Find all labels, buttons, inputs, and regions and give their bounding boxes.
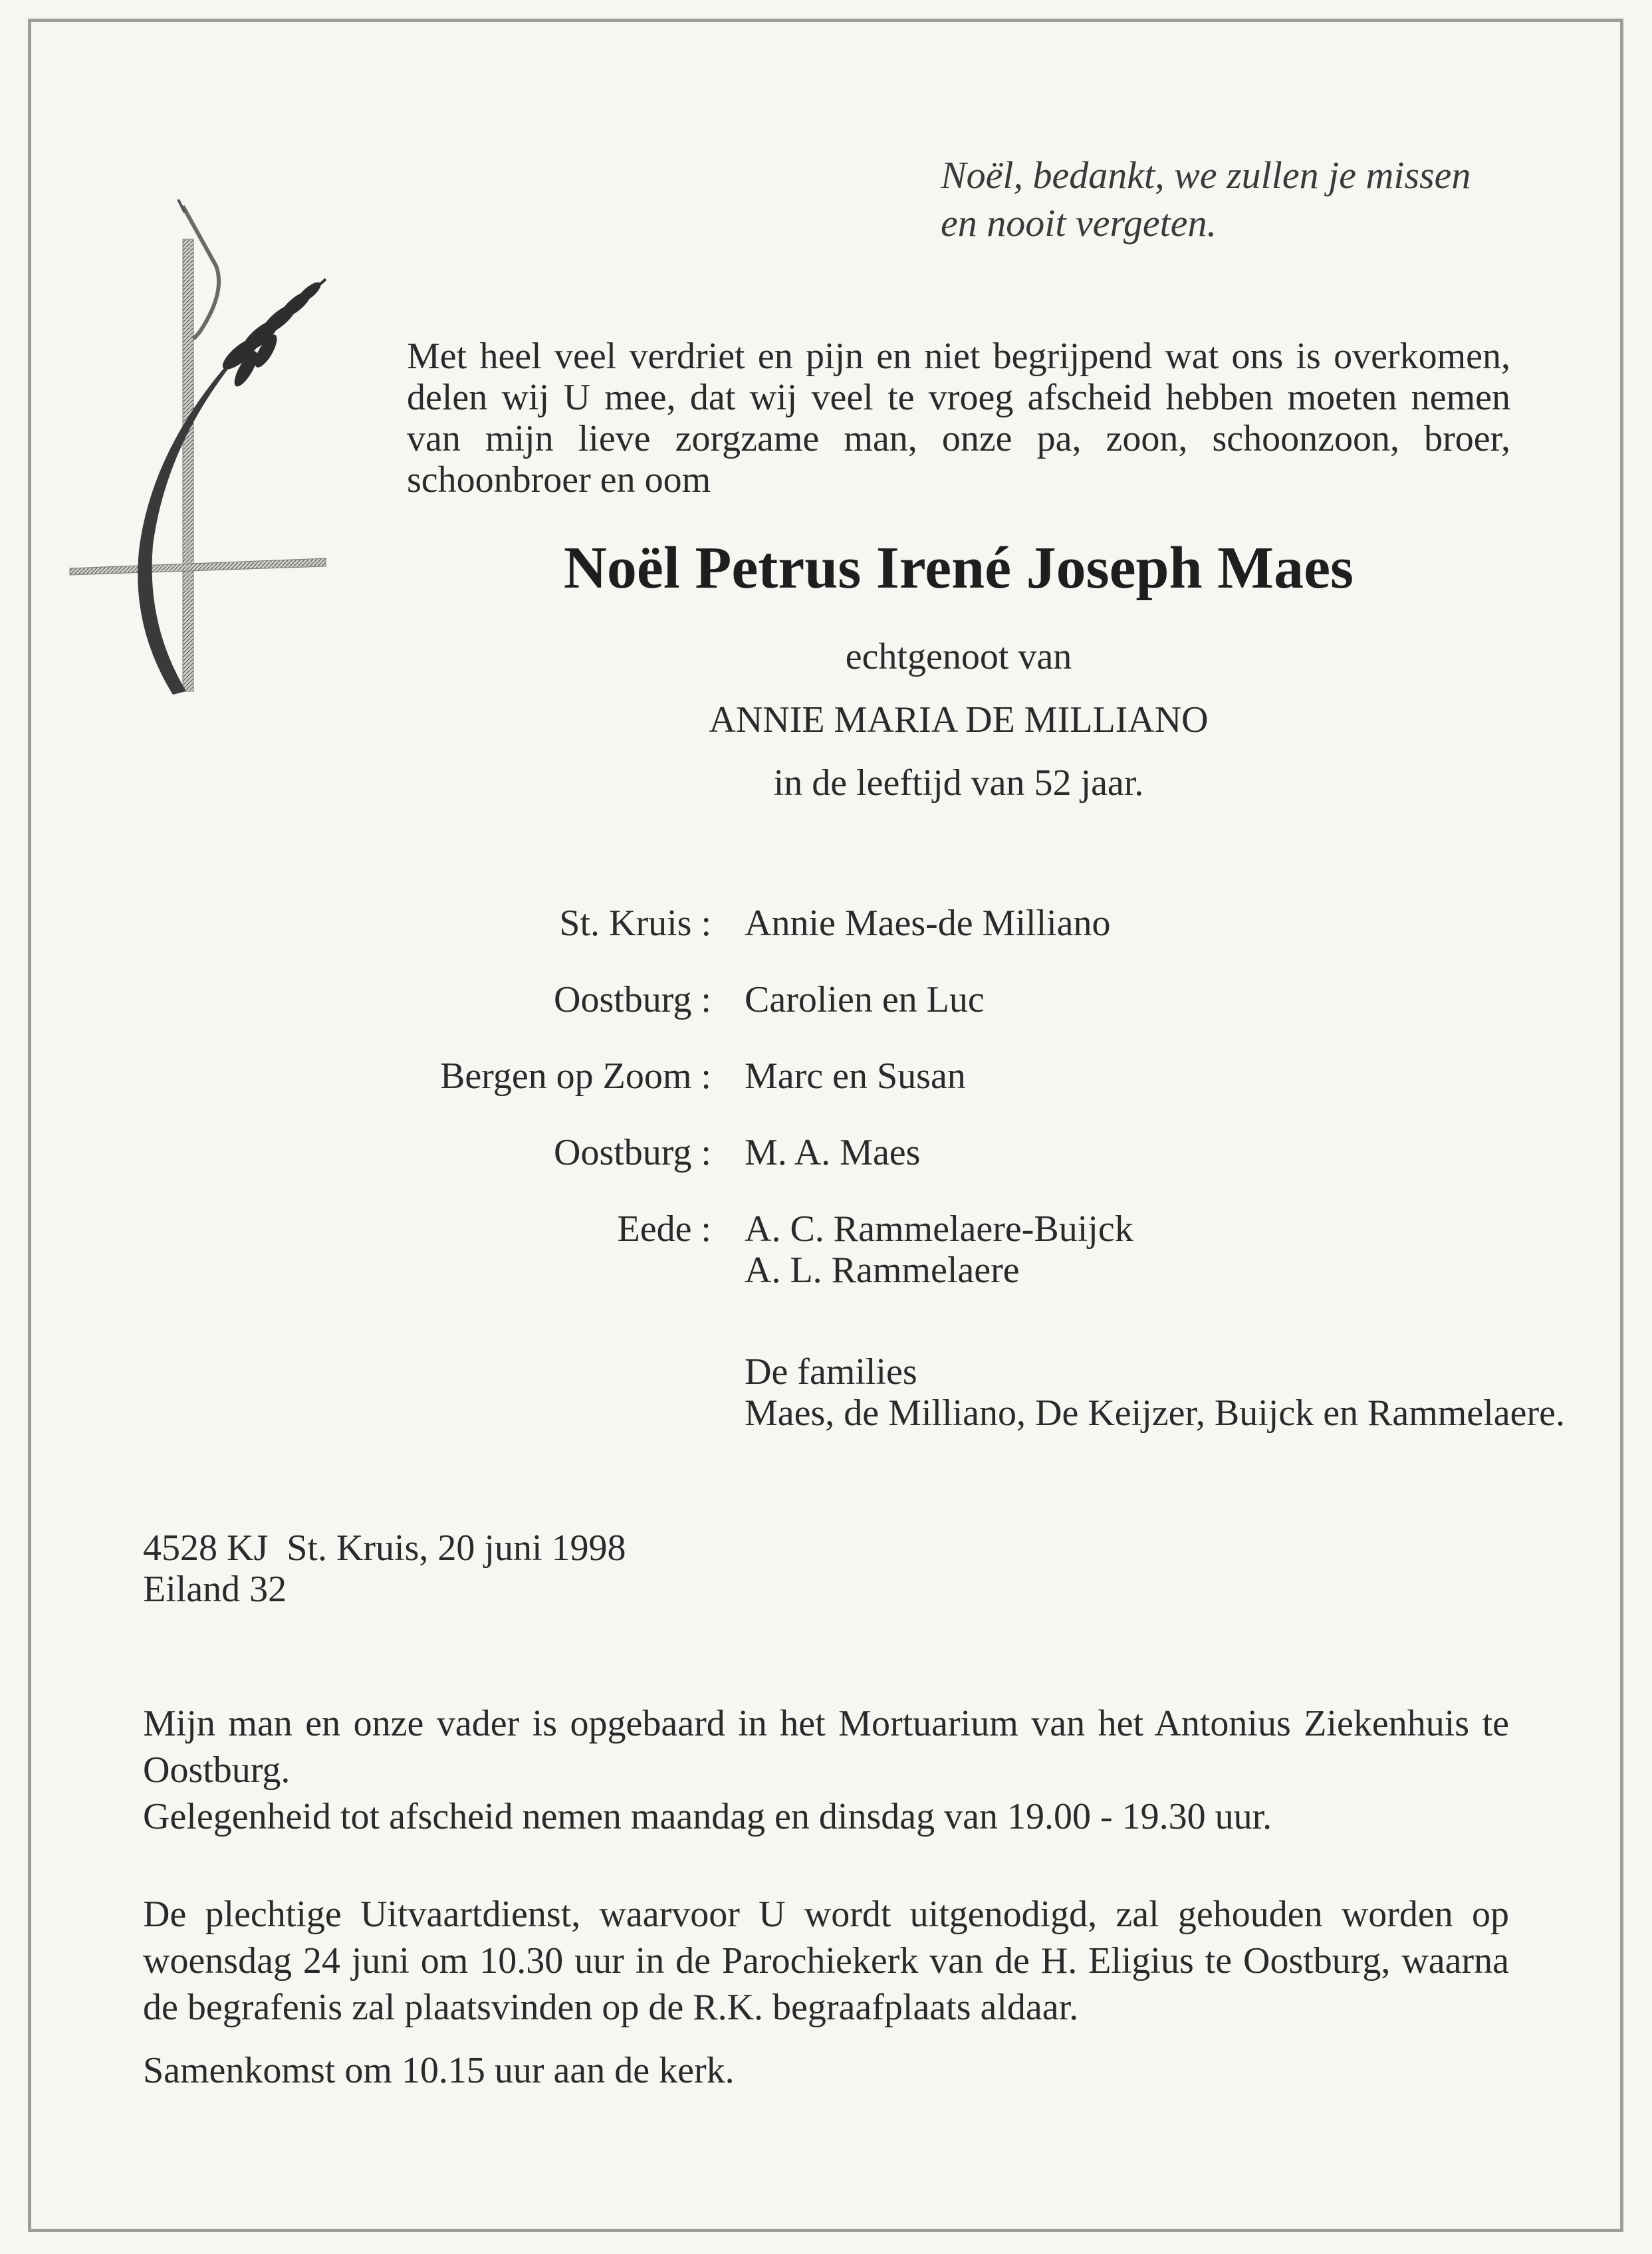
- mortuary-text: Mijn man en onze vader is opgebaard in het Mortuarium van het Antonius Ziekenhuis te Oostburg.: [143, 1703, 1509, 1791]
- relative-names: M. A. Maes: [745, 1132, 921, 1173]
- families-line: De families: [745, 1351, 917, 1393]
- families-block: [745, 1351, 1565, 1434]
- intro-text: Met heel veel verdriet en pijn en niet begrijpend wat ons is overkomen, delen wij U mee, dat wij veel te vroeg afscheid hebben moeten nemen van mijn lieve zorgzame man, onze pa, zoon, schoonzoon, broer, schoonbroer en oom: [407, 336, 1510, 501]
- gathering-text: Samenkomst om 10.15 uur aan de kerk.: [143, 2050, 735, 2091]
- relative-place: Eede :: [617, 1208, 711, 1250]
- visiting-text: Gelegenheid tot afscheid nemen maandag en dinsdag van 19.00 - 19.30 uur.: [143, 1796, 1272, 1837]
- deceased-name: Noël Petrus Irené Joseph Maes: [563, 535, 1354, 601]
- service-paragraph: [143, 1891, 1509, 2031]
- relative-place: Bergen op Zoom :: [439, 1056, 711, 1097]
- families-line: Maes, de Milliano, De Keijzer, Buijck en Rammelaere.: [745, 1393, 1565, 1434]
- relative-names: Annie Maes-de Milliano: [745, 903, 1111, 944]
- relative-place: St. Kruis :: [559, 903, 711, 944]
- cross-wheat-icon: [66, 199, 346, 705]
- motto-line: Noël, bedankt, we zullen je missen: [941, 154, 1471, 197]
- gathering-paragraph: [143, 2047, 1509, 2094]
- relative-name-line: A. L. Rammelaere: [745, 1250, 1020, 1291]
- address-block: [143, 1527, 626, 1610]
- spouse-name: ANNIE MARIA DE MILLIANO: [709, 699, 1209, 740]
- mortuary-paragraph: [143, 1700, 1509, 1840]
- spouse-label: echtgenoot van: [845, 636, 1072, 677]
- service-text: De plechtige Uitvaartdienst, waarvoor U wordt uitgenodigd, zal gehouden worden op woensdag 24 juni om 10.30 uur in de Parochiekerk van de H. Eligius te Oostburg, waarna de begrafenis zal plaatsvinden op de R.K. begraafplaats aldaar.: [143, 1894, 1509, 2028]
- relative-names: Marc en Susan: [745, 1056, 966, 1097]
- motto: [941, 152, 1471, 247]
- motto-line: en nooit vergeten.: [941, 201, 1217, 245]
- relative-names: Carolien en Luc: [745, 979, 985, 1020]
- age-text: in de leeftijd van 52 jaar.: [773, 762, 1144, 804]
- relative-names: [745, 1208, 1133, 1291]
- relative-name-line: A. C. Rammelaere-Buijck: [745, 1208, 1133, 1250]
- relative-place: Oostburg :: [554, 979, 711, 1020]
- relative-place: Oostburg :: [554, 1132, 711, 1173]
- address-line: Eiland 32: [143, 1569, 287, 1610]
- address-line: 4528 KJ St. Kruis, 20 juni 1998: [143, 1527, 626, 1569]
